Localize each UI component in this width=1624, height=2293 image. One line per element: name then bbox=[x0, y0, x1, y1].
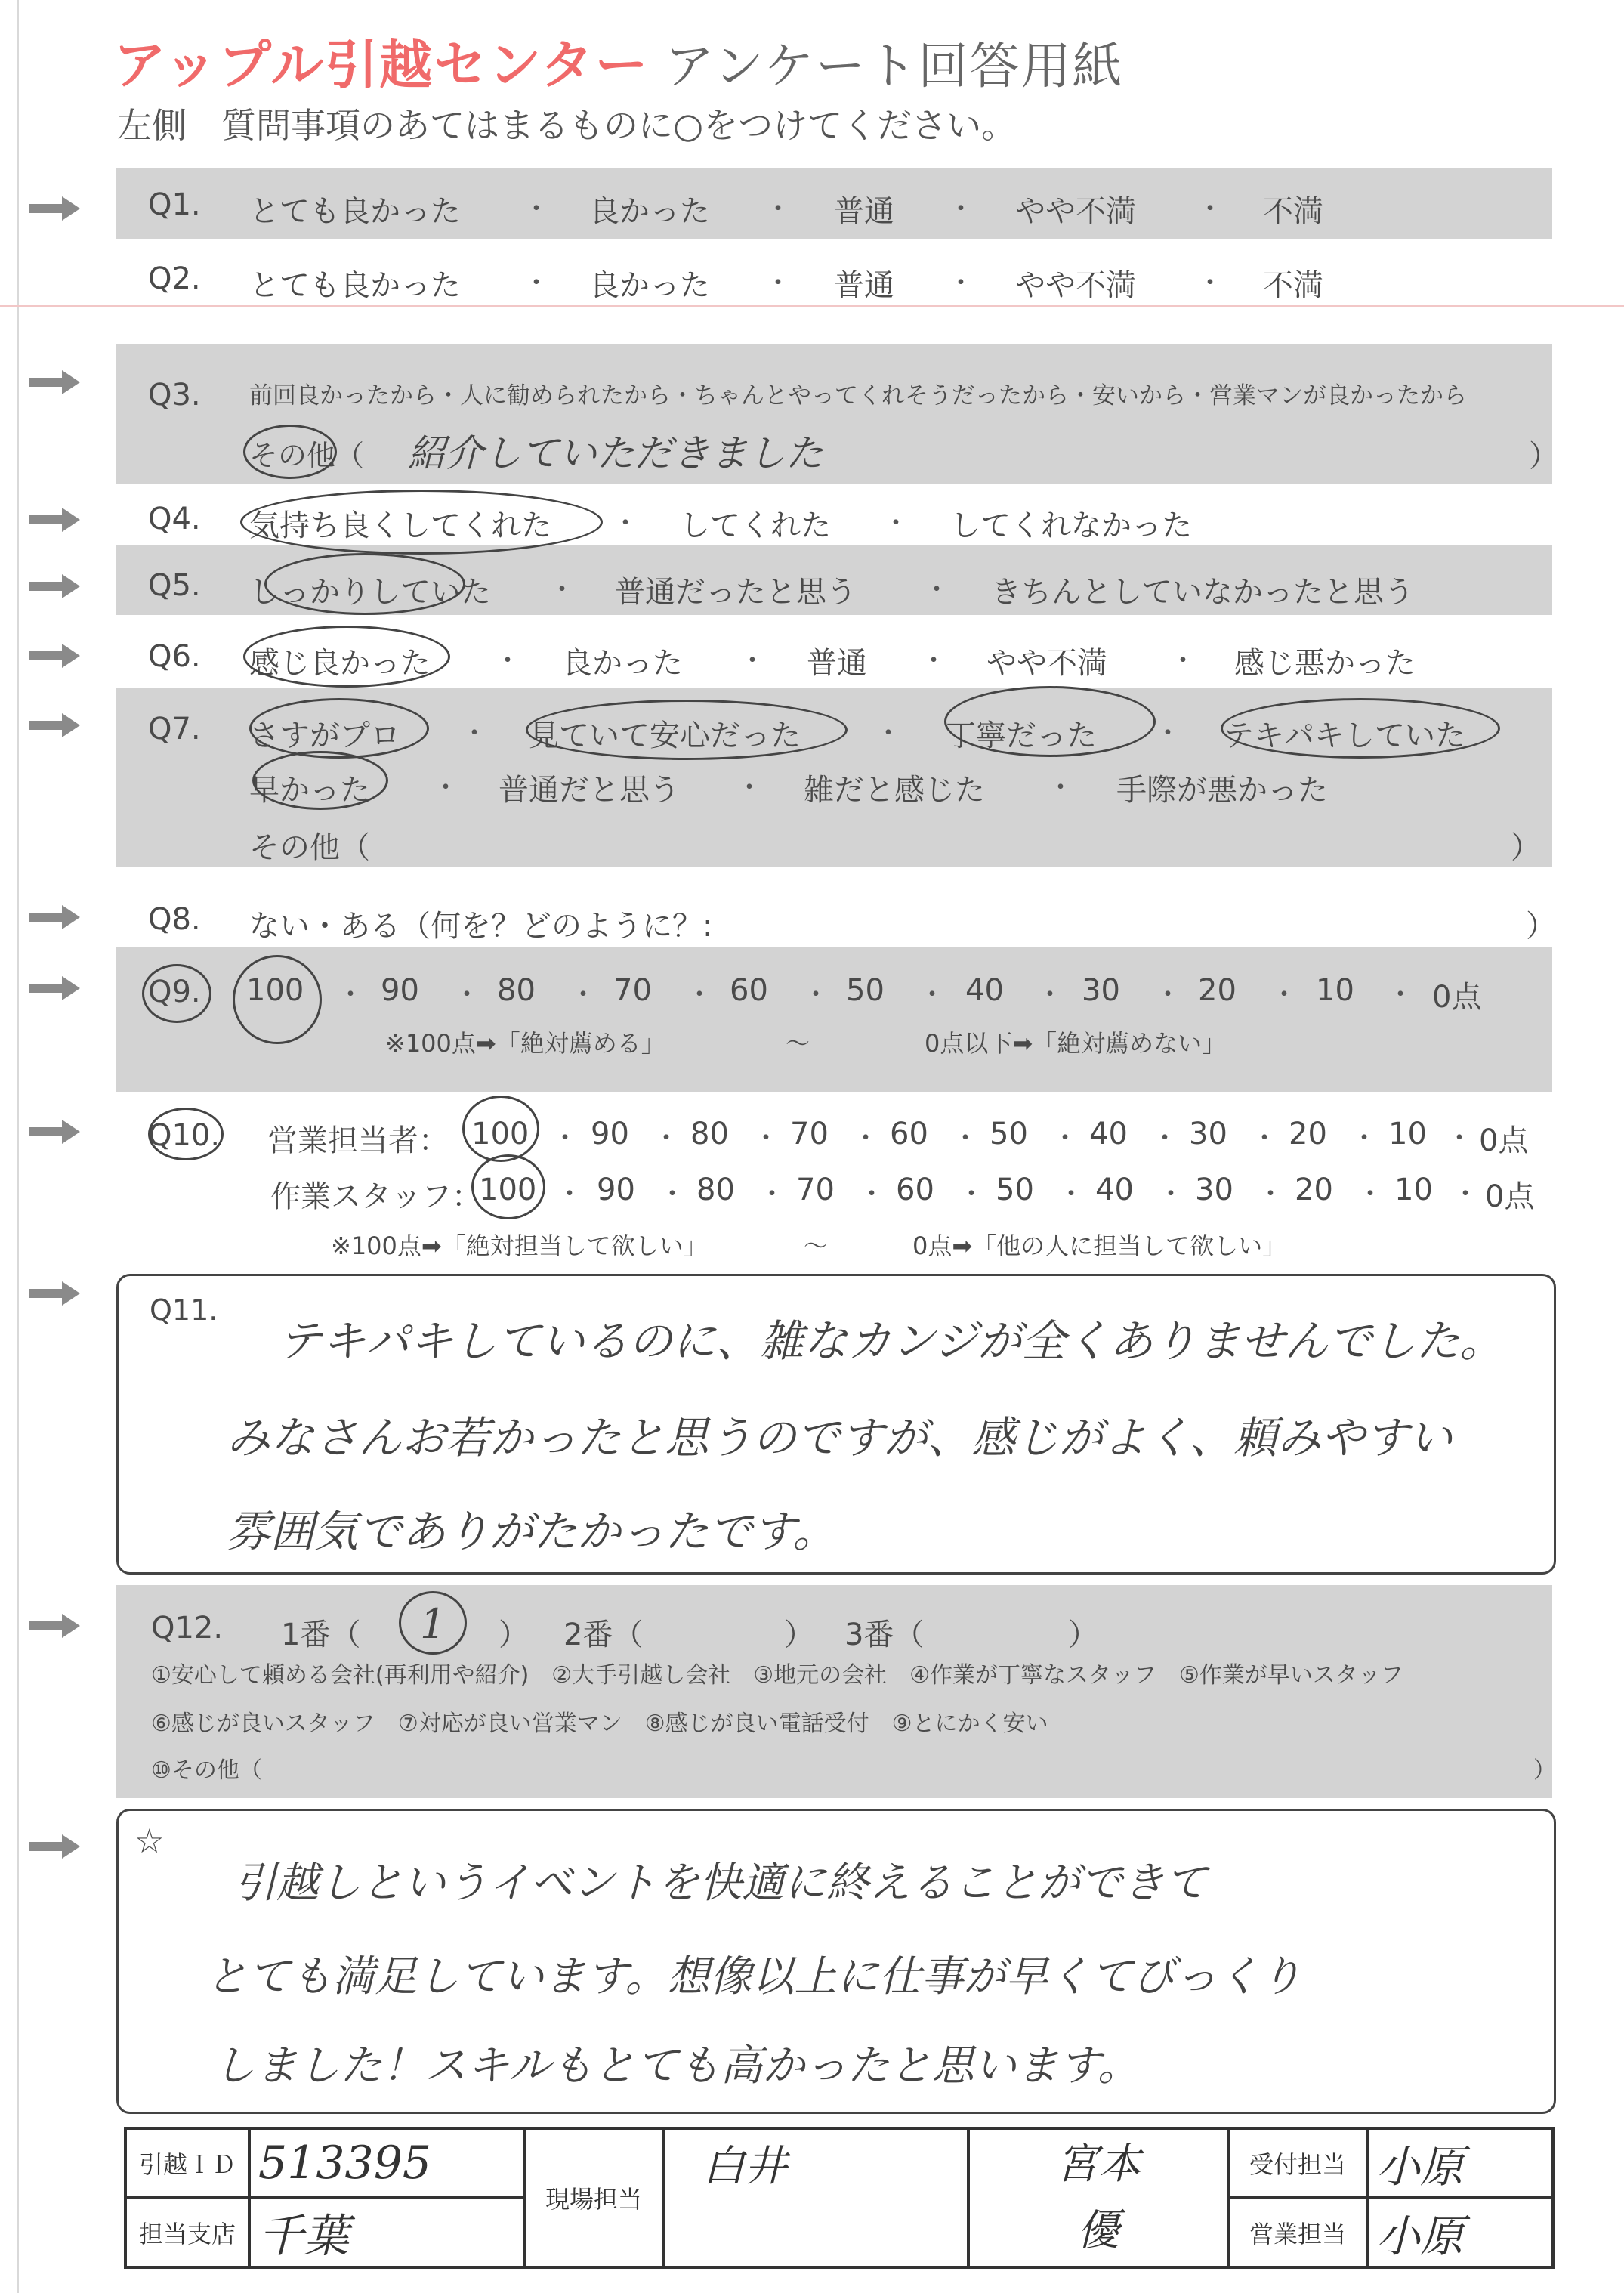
q7-option[interactable]: 見ていて安心だった bbox=[529, 718, 801, 753]
q12-first-answer: 1 bbox=[420, 1600, 446, 1648]
site-staff-2a: 宮本 bbox=[1056, 2140, 1141, 2189]
separator-dot: ・ bbox=[453, 979, 481, 1010]
q11-line: みなさんお若かったと思うのですが、感じがよく、頼みやすい bbox=[227, 1412, 1453, 1463]
band-q9 bbox=[116, 947, 1552, 1092]
comment-line: 引越しというイベントを快適に終えることができて bbox=[234, 1859, 1207, 1908]
separator-dot: ・ bbox=[523, 193, 551, 224]
branch-label: 担当支店 bbox=[125, 2198, 249, 2267]
q3-other-label[interactable]: その他（ bbox=[249, 439, 365, 472]
q6-option[interactable]: 感じ悪かった bbox=[1234, 646, 1416, 681]
q10-sales-score[interactable]: 50 bbox=[990, 1117, 1028, 1151]
move-id-label: 引越ＩＤ bbox=[125, 2128, 249, 2198]
separator-dot: ・ bbox=[764, 193, 792, 224]
q2-option[interactable]: 良かった bbox=[589, 268, 710, 303]
separator-dot: ・ bbox=[1157, 1179, 1185, 1210]
answer-circle bbox=[399, 1591, 467, 1655]
separator-dot: ・ bbox=[802, 979, 830, 1010]
q12-third-close: ） bbox=[1068, 1618, 1098, 1652]
answer-circle bbox=[526, 700, 848, 760]
answer-circle bbox=[243, 425, 337, 479]
q10-sales-score[interactable]: 20 bbox=[1289, 1117, 1327, 1151]
separator-dot: ・ bbox=[1051, 1123, 1079, 1154]
q9-note-right: 0点以下➡「絶対薦めない」 bbox=[925, 1029, 1227, 1058]
q10-staff-score[interactable]: 0点 bbox=[1485, 1179, 1535, 1214]
arrow-icon bbox=[29, 712, 82, 739]
answer-circle bbox=[944, 686, 1156, 757]
answer-circle bbox=[462, 1096, 539, 1162]
separator-dot: ・ bbox=[1196, 267, 1224, 298]
q6-option[interactable]: やや不満 bbox=[986, 646, 1107, 681]
q12-first-close: ） bbox=[499, 1618, 529, 1652]
q12-choices: ①安心して頼める会社(再利用や紹介) ②大手引越し会社 ③地元の会社 ④作業が丁寧なスタッフ ⑤作業が早いスタッフ bbox=[151, 1662, 1403, 1689]
separator-dot: ・ bbox=[1257, 1179, 1285, 1210]
separator-dot: ・ bbox=[923, 574, 951, 605]
q4-option[interactable]: 気持ち良くしてくれた bbox=[249, 508, 551, 543]
q3-close-paren: ） bbox=[1529, 439, 1559, 474]
arrow-icon bbox=[29, 369, 82, 396]
form-title bbox=[113, 23, 1124, 99]
q5-option[interactable]: 普通だったと思う bbox=[615, 575, 857, 610]
separator-dot: ・ bbox=[1154, 718, 1182, 749]
arrow-icon bbox=[29, 195, 82, 222]
q7-option[interactable]: 手際が悪かった bbox=[1116, 773, 1328, 808]
q2-option[interactable]: 普通 bbox=[834, 268, 894, 303]
q9-score[interactable]: 90 bbox=[381, 973, 419, 1008]
separator-dot: ・ bbox=[1452, 1179, 1480, 1210]
q7-option[interactable]: 早かった bbox=[249, 773, 370, 808]
q9-label: Q9. bbox=[148, 975, 201, 1009]
comment-line: しました！スキルもとても高かったと思います。 bbox=[213, 2041, 1140, 2091]
q10-sales-score[interactable]: 0点 bbox=[1479, 1123, 1529, 1158]
q5-option[interactable]: しっかりしていた bbox=[249, 575, 491, 610]
q6-option[interactable]: 良かった bbox=[562, 646, 683, 681]
q1-option[interactable]: やや不満 bbox=[1015, 194, 1136, 229]
separator-dot: ・ bbox=[764, 267, 792, 298]
q7-option[interactable]: さすがプロ bbox=[249, 718, 400, 753]
q2-label: Q2. bbox=[148, 261, 201, 296]
separator-dot: ・ bbox=[952, 1123, 980, 1154]
separator-dot: ・ bbox=[736, 772, 764, 803]
q7-option[interactable]: 普通だと思う bbox=[499, 773, 680, 808]
staff-info-table bbox=[124, 2127, 1555, 2269]
separator-dot: ・ bbox=[1351, 1123, 1379, 1154]
site-staff-2-cell bbox=[968, 2128, 1228, 2267]
separator-dot: ・ bbox=[686, 979, 714, 1010]
q1-option[interactable]: 普通 bbox=[834, 194, 894, 229]
arrow-icon bbox=[29, 1833, 82, 1860]
q5-option[interactable]: きちんとしていなかったと思う bbox=[991, 575, 1414, 610]
q9-score[interactable]: 70 bbox=[613, 973, 652, 1008]
q4-option[interactable]: してくれなかった bbox=[950, 508, 1192, 543]
q1-option[interactable]: とても良かった bbox=[249, 194, 461, 229]
arrow-icon bbox=[29, 573, 82, 600]
arrow-icon bbox=[29, 1280, 82, 1307]
q9-score[interactable]: 0点 bbox=[1432, 980, 1482, 1015]
answer-circle bbox=[249, 698, 429, 759]
answer-circle bbox=[148, 1108, 224, 1160]
separator-dot: ・ bbox=[1151, 1123, 1179, 1154]
q10-tilde: ～ bbox=[804, 1231, 829, 1260]
answer-circle bbox=[471, 1154, 545, 1219]
divider-line bbox=[0, 305, 1624, 307]
q12-second-close: ） bbox=[784, 1618, 814, 1652]
q10-staff-score[interactable]: 50 bbox=[996, 1173, 1034, 1207]
separator-dot: ・ bbox=[494, 645, 522, 676]
q9-score[interactable]: 50 bbox=[846, 973, 885, 1008]
separator-dot: ・ bbox=[752, 1123, 780, 1154]
separator-dot: ・ bbox=[523, 267, 551, 298]
q7-other-label[interactable]: その他（ bbox=[249, 830, 370, 865]
form-subtitle: アンケート回答用紙 bbox=[664, 37, 1124, 95]
q4-label: Q4. bbox=[148, 502, 201, 536]
separator-dot: ・ bbox=[659, 1179, 687, 1210]
answer-circle bbox=[252, 751, 388, 810]
q10-staff-label: 作業スタッフ： bbox=[270, 1179, 482, 1214]
site-staff-label: 現場担当 bbox=[524, 2128, 663, 2267]
q1-option[interactable]: 不満 bbox=[1263, 194, 1323, 229]
separator-dot: ・ bbox=[758, 1179, 786, 1210]
q4-option[interactable]: してくれた bbox=[680, 508, 831, 543]
q10-staff-score[interactable]: 10 bbox=[1394, 1173, 1433, 1207]
separator-dot: ・ bbox=[1387, 979, 1415, 1010]
separator-dot: ・ bbox=[919, 979, 946, 1010]
q3-options[interactable]: 前回良かったから・人に勧められたから・ちゃんとやってくれそうだったから・安いから・営業マンが良かったから bbox=[249, 382, 1467, 409]
q10-sales-score[interactable]: 40 bbox=[1089, 1117, 1128, 1151]
q10-sales-score[interactable]: 10 bbox=[1388, 1117, 1427, 1151]
q9-score[interactable]: 40 bbox=[965, 973, 1004, 1008]
separator-dot: ・ bbox=[947, 267, 975, 298]
site-staff-2b: 優 bbox=[1077, 2206, 1119, 2255]
q2-option[interactable]: とても良かった bbox=[249, 268, 461, 303]
separator-dot: ・ bbox=[1196, 193, 1224, 224]
q10-label: Q10. bbox=[148, 1118, 221, 1153]
separator-dot: ・ bbox=[653, 1123, 681, 1154]
q9-score[interactable]: 30 bbox=[1082, 973, 1120, 1008]
q10-staff-score[interactable]: 90 bbox=[597, 1173, 635, 1207]
separator-dot: ・ bbox=[551, 1123, 579, 1154]
separator-dot: ・ bbox=[958, 1179, 986, 1210]
q10-sales-score[interactable]: 80 bbox=[690, 1117, 729, 1151]
separator-dot: ・ bbox=[947, 193, 975, 224]
separator-dot: ・ bbox=[432, 772, 460, 803]
reception-label: 受付担当 bbox=[1228, 2128, 1367, 2198]
q7-close-paren: ） bbox=[1511, 830, 1541, 865]
arrow-icon bbox=[29, 1612, 82, 1639]
q3-label: Q3. bbox=[148, 378, 201, 413]
q5-label: Q5. bbox=[148, 568, 201, 603]
q10-staff-score[interactable]: 100 bbox=[479, 1173, 537, 1207]
star-icon: ☆ bbox=[134, 1822, 165, 1861]
answer-circle bbox=[240, 490, 603, 555]
q9-score[interactable]: 10 bbox=[1316, 973, 1354, 1008]
q9-score[interactable]: 20 bbox=[1198, 973, 1237, 1008]
separator-dot: ・ bbox=[1057, 1179, 1085, 1210]
separator-dot: ・ bbox=[920, 645, 948, 676]
answer-circle bbox=[264, 553, 465, 615]
q7-option[interactable]: 雑だと感じた bbox=[804, 773, 985, 808]
q10-staff-score[interactable]: 60 bbox=[896, 1173, 934, 1207]
answer-circle bbox=[243, 626, 450, 688]
separator-dot: ・ bbox=[612, 508, 640, 539]
separator-dot: ・ bbox=[1446, 1123, 1474, 1154]
q11-label: Q11. bbox=[150, 1293, 218, 1327]
answer-circle bbox=[233, 955, 322, 1044]
q6-option[interactable]: 普通 bbox=[807, 646, 867, 681]
q8-close-paren: ） bbox=[1526, 909, 1556, 944]
q10-note-left: ※100点➡「絶対担当して欲しい」 bbox=[331, 1231, 708, 1260]
q7-option[interactable]: 丁寧だった bbox=[946, 718, 1097, 753]
q12-third-label[interactable]: 3番（ bbox=[844, 1618, 925, 1652]
q1-label: Q1. bbox=[148, 187, 201, 222]
q3-other-answer: 紹介していただきました bbox=[408, 431, 823, 475]
q12-second-label[interactable]: 2番（ bbox=[563, 1618, 644, 1652]
comment-line: とても満足しています。想像以上に仕事が早くてびっくり bbox=[205, 1952, 1302, 2001]
separator-dot: ・ bbox=[1154, 979, 1182, 1010]
separator-dot: ・ bbox=[1270, 979, 1298, 1010]
q10-staff-score[interactable]: 40 bbox=[1095, 1173, 1134, 1207]
move-id-value: 513395 bbox=[249, 2128, 524, 2198]
company-name: アップル引越センター bbox=[113, 34, 650, 96]
q10-sales-label: 営業担当者： bbox=[267, 1123, 449, 1158]
answer-circle bbox=[1221, 698, 1500, 759]
separator-dot: ・ bbox=[1251, 1123, 1279, 1154]
q9-tilde: ～ bbox=[786, 1029, 810, 1058]
reception-value: 小原 bbox=[1367, 2128, 1553, 2198]
binder-edge bbox=[17, 0, 19, 2293]
q12-choices-close: ） bbox=[1533, 1757, 1556, 1784]
q10-staff-score[interactable]: 80 bbox=[696, 1173, 735, 1207]
answer-circle bbox=[142, 964, 211, 1023]
q10-sales-score[interactable]: 30 bbox=[1189, 1117, 1227, 1151]
separator-dot: ・ bbox=[858, 1179, 886, 1210]
q6-label: Q6. bbox=[148, 639, 201, 674]
q7-label: Q7. bbox=[148, 712, 201, 746]
q12-choices[interactable]: ⑩その他（ bbox=[151, 1757, 262, 1784]
q10-sales-score[interactable]: 60 bbox=[890, 1117, 928, 1151]
q1-option[interactable]: 良かった bbox=[589, 194, 710, 229]
instruction-text: 左側 質問事項のあてはまるものに○をつけてください。 bbox=[117, 105, 1017, 146]
q2-option[interactable]: やや不満 bbox=[1015, 268, 1136, 303]
sales-value: 小原 bbox=[1367, 2198, 1553, 2267]
q10-note-right: 0点➡「他の人に担当して欲しい」 bbox=[912, 1231, 1287, 1260]
q7-option[interactable]: テキパキしていた bbox=[1224, 718, 1465, 753]
q12-choices: ⑥感じが良いスタッフ ⑦対応が良い営業マン ⑧感じが良い電話受付 ⑨とにかく安い bbox=[151, 1710, 1048, 1737]
q10-staff-score[interactable]: 70 bbox=[796, 1173, 835, 1207]
q10-staff-score[interactable]: 30 bbox=[1195, 1173, 1233, 1207]
q10-staff-score[interactable]: 20 bbox=[1295, 1173, 1333, 1207]
q12-label: Q12. bbox=[151, 1611, 224, 1646]
separator-dot: ・ bbox=[556, 1179, 584, 1210]
q8-label: Q8. bbox=[148, 902, 201, 937]
q9-score[interactable]: 60 bbox=[730, 973, 768, 1008]
separator-dot: ・ bbox=[852, 1123, 880, 1154]
q9-score[interactable]: 80 bbox=[497, 973, 536, 1008]
arrow-icon bbox=[29, 642, 82, 669]
separator-dot: ・ bbox=[1047, 772, 1075, 803]
separator-dot: ・ bbox=[337, 979, 365, 1010]
separator-dot: ・ bbox=[739, 645, 767, 676]
q10-sales-score[interactable]: 100 bbox=[471, 1117, 529, 1151]
q10-sales-score[interactable]: 70 bbox=[790, 1117, 829, 1151]
q6-option[interactable]: 感じ良かった bbox=[249, 646, 431, 681]
separator-dot: ・ bbox=[548, 574, 576, 605]
sales-label: 営業担当 bbox=[1228, 2198, 1367, 2267]
arrow-icon bbox=[29, 1118, 82, 1145]
q9-note-left: ※100点➡「絶対薦める」 bbox=[385, 1029, 665, 1058]
q9-score[interactable]: 100 bbox=[246, 973, 304, 1008]
branch-value: 千葉 bbox=[249, 2198, 524, 2267]
separator-dot: ・ bbox=[570, 979, 597, 1010]
q2-option[interactable]: 不満 bbox=[1263, 268, 1323, 303]
separator-dot: ・ bbox=[882, 508, 910, 539]
separator-dot: ・ bbox=[875, 718, 903, 749]
q12-first-label[interactable]: 1番（ bbox=[281, 1618, 361, 1652]
arrow-icon bbox=[29, 904, 82, 931]
q10-sales-score[interactable]: 90 bbox=[591, 1117, 629, 1151]
arrow-icon bbox=[29, 506, 82, 533]
arrow-icon bbox=[29, 975, 82, 1002]
separator-dot: ・ bbox=[461, 718, 489, 749]
q11-line: テキパキしているのに、雑なカンジが全くありませんでした。 bbox=[278, 1315, 1504, 1367]
q11-line: 雰囲気でありがたかったです。 bbox=[227, 1506, 837, 1557]
separator-dot: ・ bbox=[1036, 979, 1064, 1010]
separator-dot: ・ bbox=[1169, 645, 1197, 676]
site-staff-1: 白井 bbox=[663, 2128, 968, 2267]
q8-text[interactable]: ない・ある（何を？どのように？: bbox=[249, 909, 713, 944]
separator-dot: ・ bbox=[1357, 1179, 1385, 1210]
